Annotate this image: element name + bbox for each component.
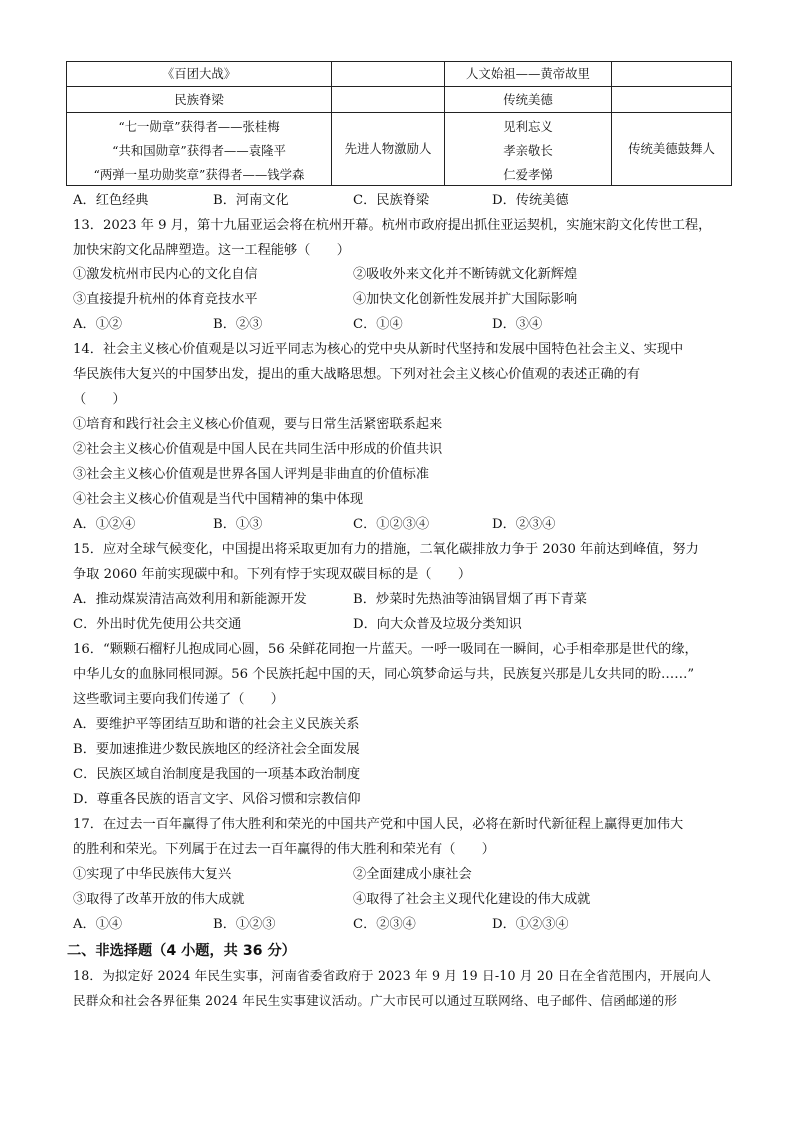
statement: ①培育和践行社会主义核心价值观，要与日常生活紧密联系起来 — [73, 417, 443, 432]
option: C．民族区域自治制度是我国的一项基本政治制度 — [73, 767, 361, 782]
table-cell-line: “两弹一星功勋奖章”获得者——钱学森 — [93, 167, 305, 182]
option: A．①④ — [73, 917, 123, 932]
option: A．红色经典 — [73, 193, 149, 208]
question-text: 的胜利和荣光。下列属于在过去一百年赢得的伟大胜利和荣光有（ ） — [73, 842, 495, 857]
option: B．②③ — [213, 317, 263, 332]
option: A．①② — [73, 317, 123, 332]
question-text: 16．“颗颗石榴籽儿抱成同心圆，56 朵鲜花同抱一片蓝天。一呼一吸同在一瞬间，心手相牵那是世代的缘， — [73, 642, 698, 657]
statement: ④社会主义核心价值观是当代中国精神的集中体现 — [73, 492, 364, 507]
question-text: 中华儿女的血脉同根同源。56 个民族托起中国的天，同心筑梦命运与共，民族复兴那是儿女共同的盼……” — [73, 667, 695, 682]
question-text: （ ） — [73, 392, 126, 407]
statement: ①激发杭州市民内心的文化自信 — [73, 267, 258, 282]
table-cell: 人文始祖——黄帝故里 — [466, 66, 590, 81]
statement: ①实现了中华民族伟大复兴 — [73, 867, 232, 882]
question-text: 18．为拟定好 2024 年民生实事，河南省委省政府于 2023 年 9 月 19 日-10 月 20 日在全省范围内，开展向人 — [73, 968, 712, 983]
option: C．民族脊梁 — [353, 193, 430, 208]
table-cell-line: “共和国勋章”获得者——袁隆平 — [112, 143, 286, 158]
option: D．②③④ — [492, 517, 556, 532]
statement: ④取得了社会主义现代化建设的伟大成就 — [353, 892, 591, 907]
table-cell: 传统美德 — [503, 91, 553, 107]
question-text: 这些歌词主要向我们传递了（ ） — [73, 692, 284, 707]
matching-table — [66, 61, 732, 186]
option: D．①②③④ — [492, 917, 569, 932]
question-text: 民群众和社会各界征集 2024 年民生实事建议活动。广大市民可以通过互联网络、电子邮件、信函邮递的形 — [73, 993, 678, 1008]
question-text: 加快宋韵文化品牌塑造。这一工程能够（ ） — [73, 243, 350, 258]
option: D．尊重各民族的语言文字、风俗习惯和宗教信仰 — [73, 792, 361, 807]
table-cell: 《百团大战》 — [161, 66, 237, 81]
option: D．传统美德 — [492, 193, 569, 208]
question-text: 15．应对全球气候变化，中国提出将采取更加有力的措施，二氧化碳排放力争于 2030 年前达到峰值，努力 — [73, 542, 699, 557]
question-text: 争取 2060 年前实现碳中和。下列有悖于实现双碳目标的是（ ） — [73, 567, 472, 582]
option: B．①②③ — [213, 917, 276, 932]
statement: ②全面建成小康社会 — [353, 867, 472, 882]
table-cell-line: 见利忘义 — [503, 119, 553, 134]
table-cell-line: “七一勋章”获得者——张桂梅 — [118, 119, 280, 134]
option: C．①④ — [353, 317, 403, 332]
table-cell — [67, 114, 331, 186]
option: B．炒菜时先热油等油锅冒烟了再下青菜 — [353, 592, 587, 607]
option: A．①②④ — [73, 517, 136, 532]
statement: ②吸收外来文化并不断铸就文化新辉煌 — [353, 267, 578, 282]
table-cell: 先进人物激励人 — [344, 141, 432, 156]
table-cell: 民族脊梁 — [174, 91, 224, 107]
table-cell-line: 孝亲敬长 — [503, 143, 553, 158]
option: B．要加速推进少数民族地区的经济社会全面发展 — [73, 742, 360, 757]
statement: ③取得了改革开放的伟大成就 — [73, 892, 245, 907]
option: C．②③④ — [353, 917, 416, 932]
table-cell-line: 仁爱孝悌 — [503, 167, 553, 182]
question-text: 17．在过去一百年赢得了伟大胜利和荣光的中国共产党和中国人民，必将在新时代新征程上赢得更加伟大 — [73, 817, 684, 832]
option: D．向大众普及垃圾分类知识 — [353, 617, 522, 632]
statement: ④加快文化创新性发展并扩大国际影响 — [353, 292, 578, 307]
option: A．推动煤炭清洁高效利用和新能源开发 — [73, 592, 307, 607]
statement: ②社会主义核心价值观是中国人民在共同生活中形成的价值共识 — [73, 442, 443, 457]
option: A．要维护平等团结互助和谐的社会主义民族关系 — [73, 717, 360, 732]
question-text: 华民族伟大复兴的中国梦出发，提出的重大战略思想。下列对社会主义核心价值观的表述正确的有 — [73, 367, 641, 382]
section-heading: 二、非选择题（4 小题，共 36 分） — [67, 943, 296, 959]
question-text: 13．2023 年 9 月，第十九届亚运会将在杭州开幕。杭州市政府提出抓住亚运契机，实施宋韵文化传世工程， — [73, 218, 712, 233]
option: B．河南文化 — [213, 193, 289, 208]
question-text: 14．社会主义核心价值观是以习近平同志为核心的党中央从新时代坚持和发展中国特色社会主义、实现中 — [73, 342, 684, 357]
option: D．③④ — [492, 317, 543, 332]
option: C．外出时优先使用公共交通 — [73, 617, 242, 632]
statement: ③直接提升杭州的体育竞技水平 — [73, 292, 258, 307]
option: C．①②③④ — [353, 517, 430, 532]
table-cell: 传统美德鼓舞人 — [628, 141, 715, 156]
table-cell — [445, 114, 611, 186]
option: B．①③ — [213, 517, 263, 532]
statement: ③社会主义核心价值观是世界各国人评判是非曲直的价值标准 — [73, 467, 430, 482]
